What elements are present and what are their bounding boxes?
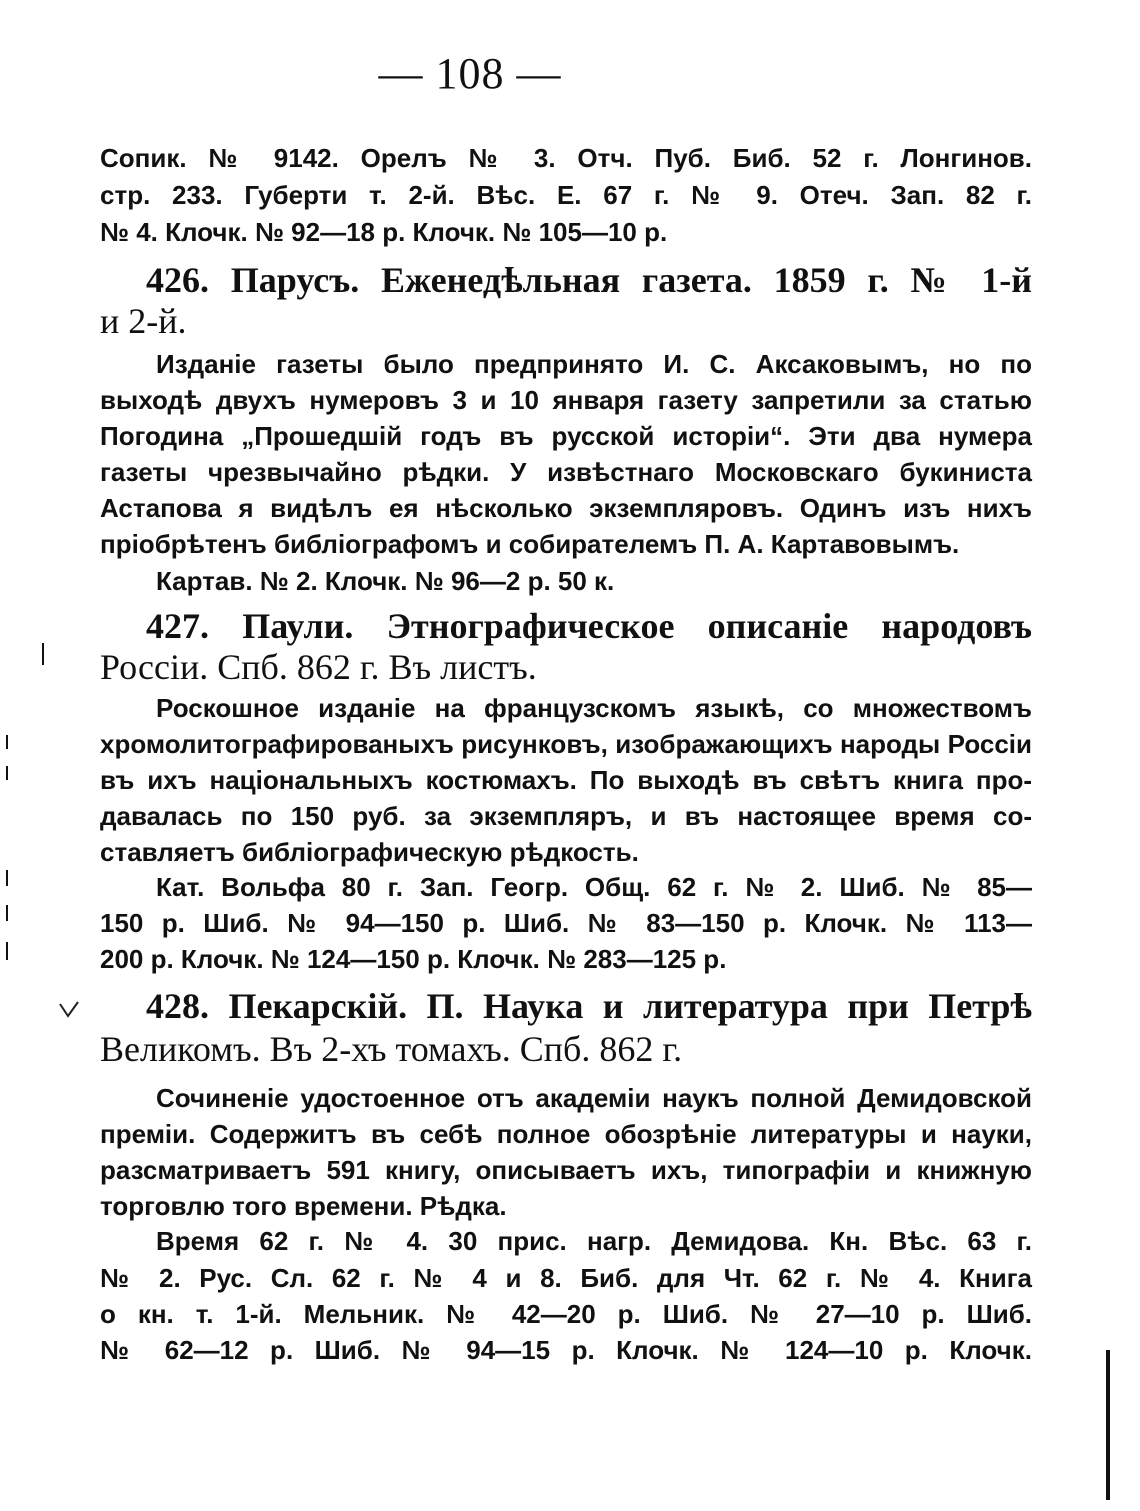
margin-mark [6, 870, 8, 886]
entry-427-title [146, 605, 1032, 647]
entry-number: 427. [146, 606, 209, 646]
entry-number: 428. [146, 986, 209, 1026]
reference-line: Время 62 г. № 4. 30 прис. нагр. Демидова. Кн. Вѣс. 63 г. [156, 1226, 1032, 1256]
reference-line: Картав. № 2. Клочк. № 96—2 р. 50 к. [156, 566, 615, 596]
entry-title: Паули. Этнографическое описаніе народовъ [242, 606, 1032, 646]
reference-line: о кн. т. 1-й. Мельник. № 42—20 р. Шиб. № 27—10 р. Шиб. [100, 1299, 1032, 1329]
reference-line: № 62—12 р. Шиб. № 94—15 р. Клочк. № 124—10 р. Клочк. [100, 1335, 1032, 1365]
description-line: преміи. Содержитъ въ себѣ полное обозрѣніе литературы и науки, [100, 1119, 1032, 1149]
text-line: № 4. Клочк. № 92—18 р. Клочк. № 105—10 р. [100, 217, 668, 247]
description-line: разсматриваетъ 591 книгу, описываетъ ихъ, типографіи и книжную [100, 1155, 1032, 1185]
entry-428-title [146, 985, 1032, 1027]
text-line: стр. 233. Губерти т. 2-й. Вѣс. Е. 67 г. № 9. Отеч. Зап. 82 г. [100, 180, 1032, 210]
reference-line: 150 р. Шиб. № 94—150 р. Шиб. № 83—150 р. Клочк. № 113— [100, 908, 1032, 938]
entry-title: Пекарскій. П. Наука и литература при Петрѣ [228, 986, 1032, 1026]
entry-number: 426. [146, 260, 209, 300]
reference-line: 200 р. Клочк. № 124—150 р. Клочк. № 283—125 р. [100, 944, 727, 974]
entry-title: Парусъ. Еженедѣльная газета. 1859 г. № 1-й [230, 260, 1032, 300]
description-line: газеты чрезвычайно рѣдки. У извѣстнаго Московскаго букиниста [100, 457, 1032, 487]
description-line: Сочиненіе удостоенное отъ академіи наукъ полной Демидовской [156, 1083, 1032, 1113]
description-line: давалась по 150 руб. за экземпляръ, и въ настоящее время со- [100, 801, 1032, 831]
margin-check-mark [58, 1000, 80, 1020]
margin-mark [6, 905, 8, 921]
entry-426-title [146, 259, 1032, 301]
reference-line: Кат. Вольфа 80 г. Зап. Геогр. Общ. 62 г. № 2. Шиб. № 85— [156, 872, 1032, 902]
entry-426-title-cont: и 2-й. [100, 301, 187, 341]
margin-mark [6, 942, 8, 960]
description-line: Погодина „Прошедшій годъ въ русской исторіи“. Эти два нумера [100, 421, 1032, 451]
description-line: пріобрѣтенъ библіографомъ и собирателемъ П. А. Картавовымъ. [100, 529, 960, 559]
text-line: Сопик. № 9142. Орелъ № 3. Отч. Пуб. Биб. 52 г. Лонгинов. [100, 143, 1032, 173]
description-line: Роскошное изданіе на французскомъ языкѣ, со множествомъ [156, 693, 1032, 723]
reference-line: № 2. Рус. Сл. 62 г. № 4 и 8. Биб. для Чт. 62 г. № 4. Книга [100, 1263, 1032, 1293]
description-line: Изданіе газеты было предпринято И. С. Аксаковымъ, но по [156, 349, 1032, 379]
binding-edge [1106, 1350, 1110, 1500]
description-line: въ ихъ національныхъ костюмахъ. По выходѣ въ свѣтъ книга про- [100, 765, 1032, 795]
margin-mark [6, 735, 8, 749]
margin-mark [6, 766, 8, 780]
description-line: торговлю того времени. Рѣдка. [100, 1191, 507, 1221]
description-line: ставляетъ библіографическую рѣдкость. [100, 837, 639, 867]
entry-427-title-cont: Россіи. Спб. 862 г. Въ листъ. [100, 647, 537, 687]
description-line: Астапова я видѣлъ ея нѣсколько экземпляровъ. Одинъ изъ нихъ [100, 493, 1032, 523]
page-number: — 108 — [378, 49, 562, 98]
entry-428-title-cont: Великомъ. Въ 2-хъ томахъ. Спб. 862 г. [100, 1029, 683, 1069]
description-line: выходѣ двухъ нумеровъ 3 и 10 января газету запретили за статью [100, 385, 1032, 415]
description-line: хромолитографированыхъ рисунковъ, изображающихъ народы Россіи [100, 729, 1032, 759]
margin-mark [42, 643, 44, 665]
